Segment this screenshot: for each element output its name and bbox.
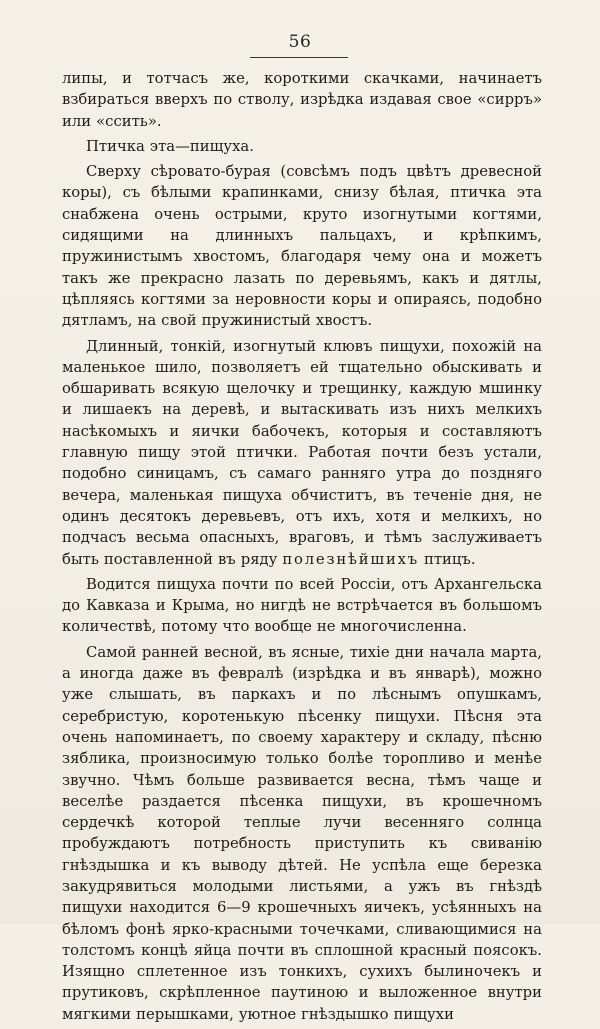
paragraph-text-before-emphasis: Длинный, тонкій, изогнутый клювъ пищухи, похожій на маленькое шило, позволяетъ ей тщательно обыскивать и обшаривать всякую щелочку и трещинку, каждую мшинку и лишаекъ на деревѣ, и вытаскивать изъ нихъ мелкихъ насѣкомыхъ и яички бабочекъ, которыя и составляютъ главную пищу этой птички. Работая почти безъ устали, подобно синицамъ, съ самаго ранняго утра до поздняго вечера, маленькая пищуха обчиститъ, въ теченіе дня, не одинъ десятокъ деревьевъ, отъ ихъ, хотя и мелкихъ, но подчасъ весьма опасныхъ, враговъ, и тѣмъ заслуживаетъ быть поставленной въ ряду <box>62 337 542 568</box>
page-number-rule <box>250 57 348 58</box>
page-number: 56 <box>288 32 312 52</box>
page-text <box>62 68 542 1029</box>
paragraph-description: Сверху сѣровато-бурая (совсѣмъ подъ цвѣтъ древесной коры), съ бѣлыми крапинками, снизу бѣлая, птичка эта снабжена очень острыми, круто изогнутыми когтями, сидящими на длинныхъ пальцахъ, и крѣпкимъ, пружинистымъ хвостомъ, благодаря чему она и можетъ такъ же прекрасно лазать по деревьямъ, какъ и дятлы, цѣпляясь когтями за неровности коры и опираясь, подобно дятламъ, на свой пружинистый хвостъ. <box>62 163 542 330</box>
paragraph-beak-and-feeding <box>62 336 542 570</box>
paragraph-title-line: Птичка эта—пищуха. <box>86 137 254 155</box>
paragraph-continuation: липы, и тотчасъ же, короткими скачками, начинаетъ взбираться вверхъ по стволу, изрѣдка издавая свое «сирръ» или «ссить». <box>62 70 542 130</box>
paragraph-distribution: Водится пищуха почти по всей Россіи, отъ Архангельска до Кавказа и Крыма, но нигдѣ не встрѣчается въ большомъ количествѣ, потому что вообще не многочисленна. <box>62 575 542 636</box>
paragraph-song-and-nest: Самой ранней весной, въ ясные, тихіе дни начала марта, а иногда даже въ февралѣ (изрѣдка и въ январѣ), можно уже слышать, въ паркахъ и по лѣснымъ опушкамъ, серебристую, коротенькую пѣсенку пищухи. Пѣсня эта очень напоминаетъ, по своему характеру и складу, пѣсню зяблика, произносимую только болѣе торопливо и менѣе звучно. Чѣмъ больше развивается весна, тѣмъ чаще и веселѣе раздается пѣсенка пищухи, въ крошечномъ сердечкѣ которой теплые лучи весенняго солнца пробуждаютъ потребность приступить къ свиванію гнѣздышка и къ выводу дѣтей. Не успѣла еще березка закудрявиться молодыми листьями, а ужъ въ гнѣздѣ пищухи находится 6—9 крошечныхъ яичекъ, усѣянныхъ на бѣломъ фонѣ ярко-красными точечками, сливающимися на толстомъ концѣ яйца почти въ сплошной красный поясокъ. Изящно сплетенное изъ тонкихъ, сухихъ былиночекъ и прутиковъ, скрѣпленное паутиною и выложенное внутри мягкими перышками, уютное гнѣздышко пищухи <box>62 643 542 1023</box>
emphasis-useful-birds: полезнѣйшихъ <box>282 550 419 568</box>
paragraph-text-after-emphasis: птицъ. <box>418 550 476 568</box>
